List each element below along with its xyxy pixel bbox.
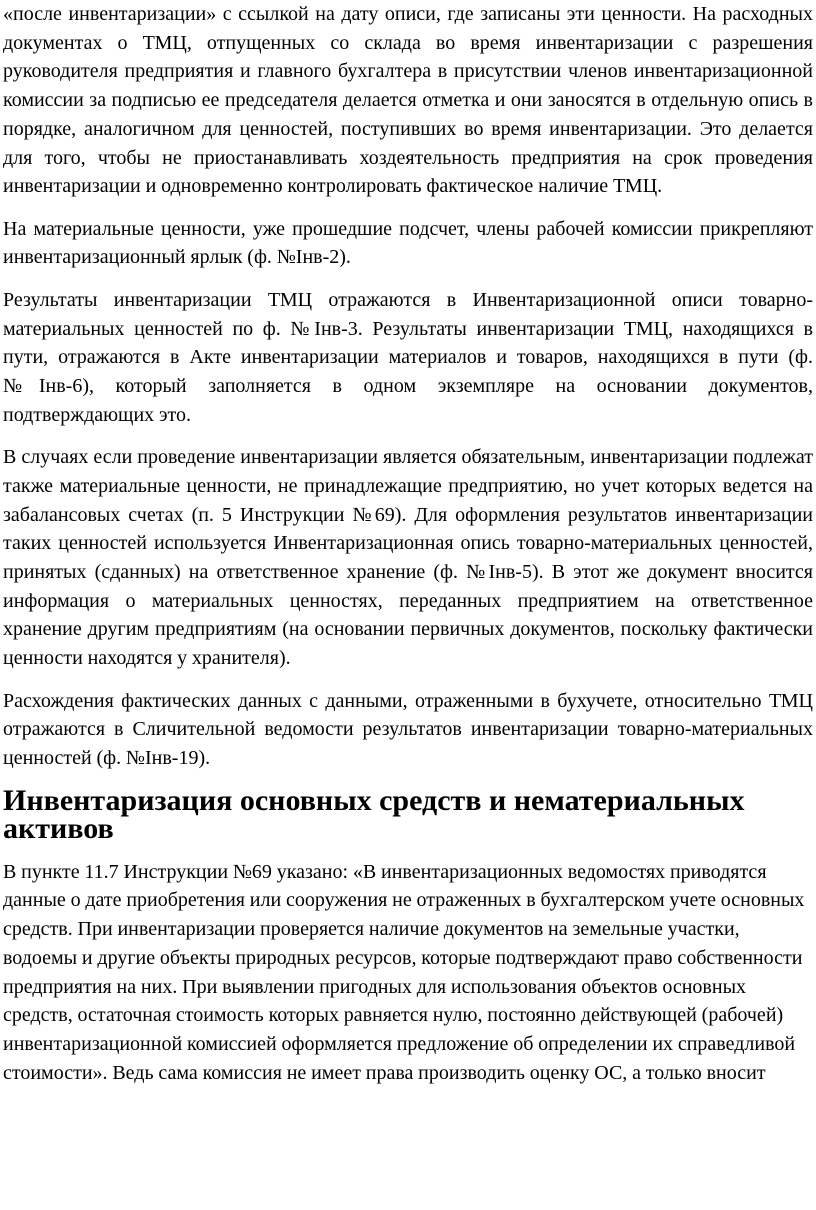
- paragraph-off-balance: В случаях если проведение инвентаризации является обязательным, инвентаризации подлежат также материальные ценности, не принадлежащие предприятию, но учет которых ведется на забалансовых счетах (п. 5 Инструкции №69). Для оформления результатов инвентаризации таких ценностей используется Инвентаризационная опись товарно-материальных ценностей, принятых (сданных) на ответственное хранение (ф. №Інв-5). В этот же документ вносится информация о материальных ценностях, переданных предприятием на ответственное хранение другим предприятиям (на основании первичных документов, поскольку фактически ценности находятся у хранителя).: [3, 446, 813, 670]
- section-heading: Инвентаризация основных средств и нематериальных активов: [3, 783, 745, 846]
- paragraph-fixed-assets: В пункте 11.7 Инструкции №69 указано: «В инвентаризационных ведомостях приводятся данные о дате приобретения или сооружения не отраженных в бухгалтерском учете основных средств. При инвентаризации проверяется наличие документов на земельные участки, водоемы и другие объекты природных ресурсов, которые подтверждают право собственности предприятия на них. При выявлении пригодных для использования объектов основных средств, остаточная стоимость которых равняется нулю, постоянно действующей (рабочей) инвентаризационной комиссией оформляется предложение об определении их справедливой стоимости». Ведь сама комиссия не имеет права производить оценку ОС, а только вносит: [3, 860, 805, 1084]
- paragraph-inventory-label: На материальные ценности, уже прошедшие подсчет, члены рабочей комиссии прикрепляют инвентаризационный ярлык (ф. №Інв-2).: [3, 217, 813, 269]
- paragraph-inventory-results: Результаты инвентаризации ТМЦ отражаются в Инвентаризационной описи товарно-материальных ценностей по ф. №Інв-3. Результаты инвентаризации ТМЦ, находящихся в пути, отражаются в Акте инвентаризации материалов и товаров, находящихся в пути (ф. №Інв-6), который заполняется в одном экземпляре на основании документов, подтверждающих это.: [3, 288, 813, 426]
- paragraph-discrepancies: Расхождения фактических данных с данными, отраженными в бухучете, относительно ТМЦ отражаются в Сличительной ведомости результатов инвентаризации товарно-материальных ценностей (ф. №Інв-19).: [3, 689, 813, 770]
- document-page: [3, 0, 813, 1101]
- paragraph-inventory-notes: «после инвентаризации» с ссылкой на дату описи, где записаны эти ценности. На расходных документах о ТМЦ, отпущенных со склада во время инвентаризации с разрешения руководителя предприятия и главного бухгалтера в присутствии членов инвентаризационной комиссии за подписью ее председателя делается отметка и они заносятся в отдельную опись в порядке, аналогичном для ценностей, поступивших во время инвентаризации. Это делается для того, чтобы не приостанавливать хоздеятельность предприятия на срок проведения инвентаризации и одновременно контролировать фактическое наличие ТМЦ.: [3, 3, 813, 198]
